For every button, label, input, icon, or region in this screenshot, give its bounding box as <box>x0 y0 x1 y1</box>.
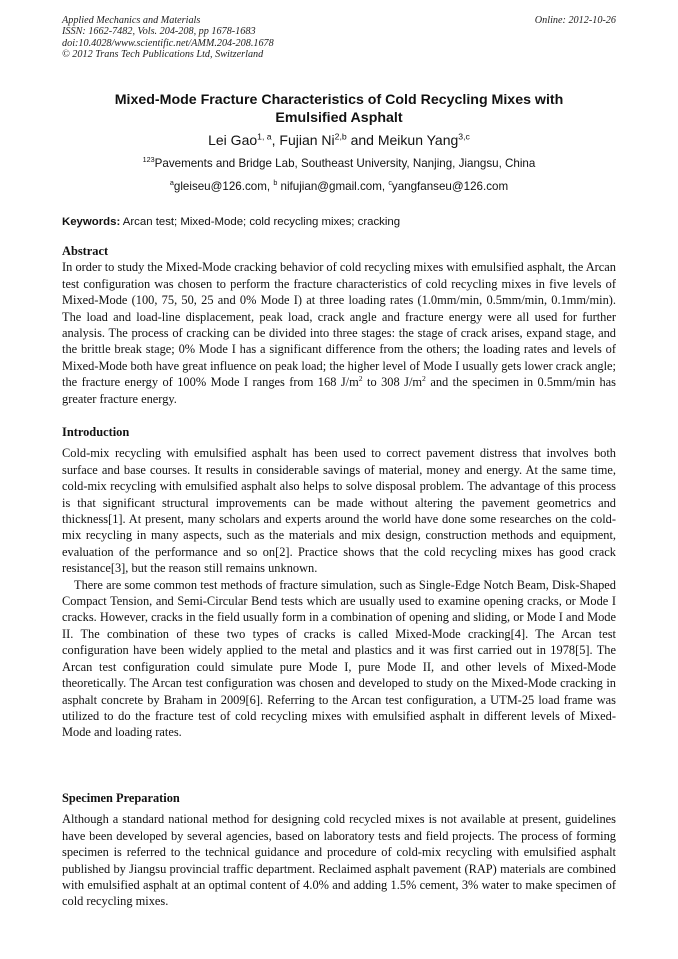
abstract-section <box>62 243 616 407</box>
affiliation-text: Pavements and Bridge Lab, Southeast University, Nanjing, Jiangsu, China <box>154 157 536 170</box>
section-heading-abstract: Abstract <box>62 244 109 258</box>
author-affiliation-mark: 3,c <box>458 131 470 142</box>
keywords <box>62 215 616 229</box>
email-mark: b <box>273 178 278 188</box>
author-name: Meikun Yang <box>377 132 459 148</box>
running-header <box>62 15 616 61</box>
issn-line: ISSN: 1662-7482, Vols. 204-208, pp 1678-1683 <box>62 26 256 38</box>
email-mark: a <box>169 178 174 188</box>
email-address: yangfanseu@126.com <box>391 180 509 193</box>
superscript: 2 <box>358 374 363 384</box>
affiliation <box>62 157 616 171</box>
abstract-text-part: In order to study the Mixed-Mode cracking behavior of cold recycling mixes with emulsified asphalt, the Arcan test configuration was chosen to perform the fracture characteristics of cold recycling mixes in five levels of Mixed-Mode (100, 75, 50, 25 and 0% Mode I) at three loading rates (1.0mm/min, 0.5mm/min, 0.1mm/min). The load and load-line displacement, peak load, crack angle and fracture energy were all used for further analysis. The process of cracking can be divided into three stages: the stage of crack arises, expand stage, and the brittle break stage; 0% Mode I has a significant difference from the others; the loading rates and levels of Mixed-Mode both have great influence on peak load; the higher level of Mode I usually gets lower crack angle; the fracture energy of 100% Mode I ranges from 168 J/m <box>62 260 616 390</box>
title-line-2: Emulsified Asphalt <box>275 109 403 126</box>
author-separator: , <box>271 132 280 148</box>
superscript: 2 <box>422 374 426 384</box>
abstract-text-part: and the specimen in 0.5mm/min has greater fracture energy. <box>62 375 617 406</box>
author-name: Fujian Ni <box>279 132 335 148</box>
introduction-section <box>62 424 616 741</box>
author-affiliation-mark: 2,b <box>334 131 347 142</box>
keywords-label: Keywords: <box>62 216 121 228</box>
email-address: gleiseu@126.com, <box>173 180 274 193</box>
paragraph: Cold-mix recycling with emulsified asphalt has been used to correct pavement distress that involves both surface and base courses. It results in considerable savings of material, money and energy. At the same time, cold-mix recycling with emulsified asphalt also helps to solve disposal problem. The advantage of this process is that significant structural improvements can be made without altering the pavement geometrics and thickness[1]. At present, many scholars and experts around the world have done some researches on the cold-mix recycling in many aspects, such as the materials and mix design, construction methods and equipment, evaluation of the performance and so on[2]. Practice shows that the cold recycling mixes has good crack resistance[3], but the reason still remains unknown. <box>62 446 616 576</box>
paper-title <box>62 92 616 127</box>
abstract-text <box>62 259 616 407</box>
copyright-line: © 2012 Trans Tech Publications Ltd, Switzerland <box>62 49 264 61</box>
online-date: Online: 2012-10-26 <box>534 15 616 26</box>
section-heading-introduction: Introduction <box>62 425 130 439</box>
author-emails <box>62 180 616 194</box>
author-affiliation-mark: 1, a <box>257 131 272 142</box>
affiliation-mark: 123 <box>142 155 155 165</box>
doi-line: doi:10.4028/www.scientific.net/AMM.204-208.1678 <box>62 37 274 49</box>
title-line-1: Mixed-Mode Fracture Characteristics of Cold Recycling Mixes with <box>114 92 564 108</box>
author-name: Lei Gao <box>208 132 258 148</box>
specimen-preparation-section <box>62 790 616 910</box>
section-heading-specimen-preparation: Specimen Preparation <box>62 791 180 805</box>
paragraph: Although a standard national method for designing cold recycled mixes is not available at present, guidelines have been developed by several agencies, based on laboratory tests and field projects. The process of forming specimen is referred to the technical guidance and procedure of cold-mix recycling with emulsified asphalt published by Jiangsu provincial traffic department. Reclaimed asphalt pavement (RAP) materials are combined with emulsified asphalt at an optimal content of 4.0% and adding 1.5% cement, 3% water to make specimen of cold recycling mixes. <box>62 812 616 909</box>
abstract-text-part: to 308 J/m <box>362 375 423 390</box>
journal-name: Applied Mechanics and Materials <box>62 15 201 26</box>
author-list <box>62 132 616 149</box>
email-mark: c <box>388 178 392 188</box>
author-separator: and <box>346 132 378 148</box>
email-address: nifujian@gmail.com, <box>277 180 389 193</box>
paragraph: There are some common test methods of fracture simulation, such as Single-Edge Notch Beam, Disk-Shaped Compact Tension, and Semi-Circular Bend tests which are usually used to examine opening cracks, or Mode I cracks. However, cracks in the field usually form in a combination of opening and sliding, or Mode I and Mode II. The combination of these two types of cracks is called Mixed-Mode cracking[4]. The Arcan test configuration have been widely applied to the metal and plastics and it was first carried out in 1978[5]. The Arcan test configuration could simulate pure Mode I, pure Mode II, and other levels of Mixed-Mode theoretically. The Arcan test configuration was chosen and developed to study on the Mixed-Mode cracking in asphalt concrete by Braham in 2009[6]. Referring to the Arcan test configuration, a UTM-25 load frame was utilized to do the fracture test of cold recycling mixes with emulsified asphalt in different levels of Mixed-Mode and loading rates. <box>62 577 616 740</box>
keywords-text: Arcan test; Mixed-Mode; cold recycling mixes; cracking <box>120 216 401 228</box>
